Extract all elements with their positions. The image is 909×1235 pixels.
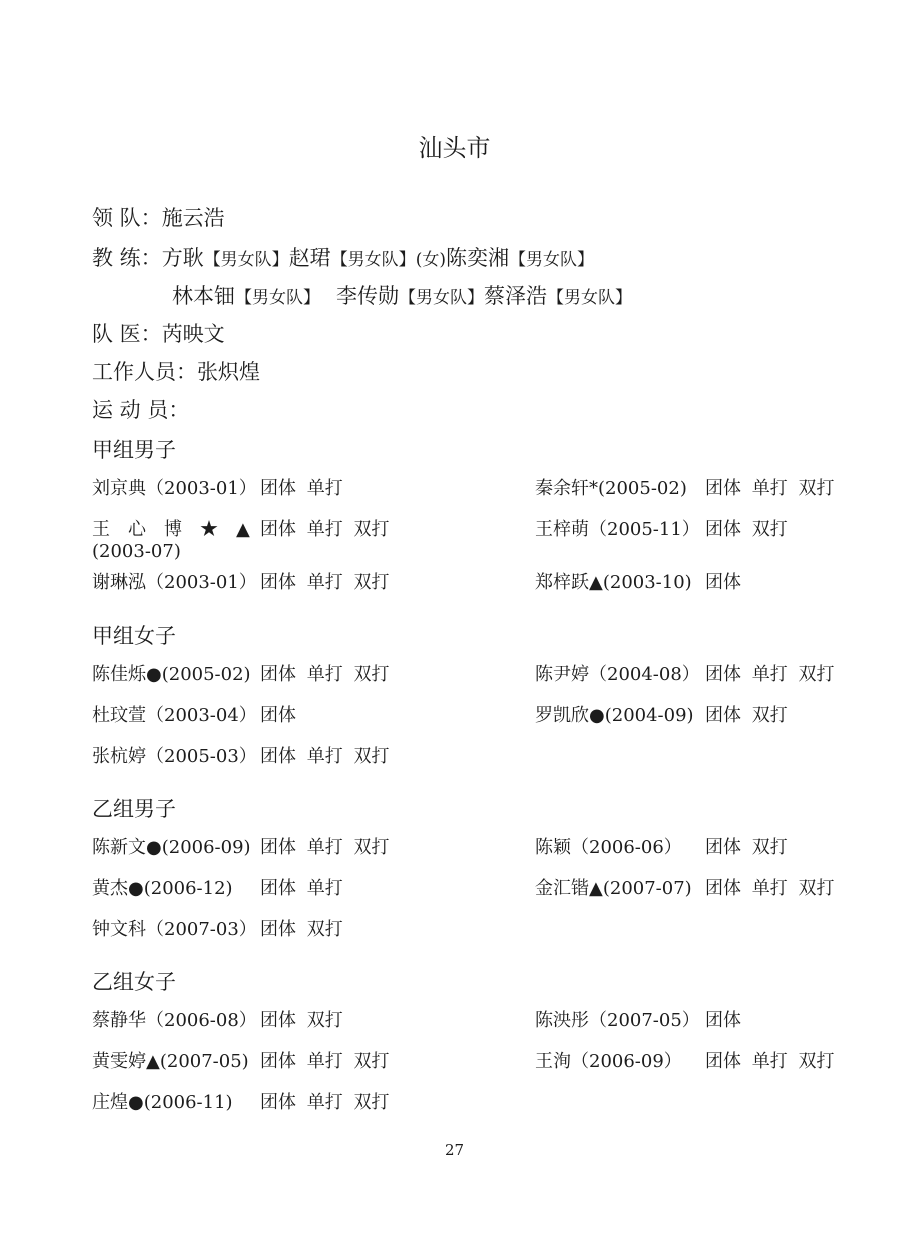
- coach-name: 陈奕湘: [445, 246, 509, 270]
- player-row: [0, 519, 909, 562]
- player-row: [0, 664, 909, 686]
- player-entry: [92, 746, 257, 768]
- player-birth: (2006-12): [143, 878, 233, 899]
- player-birth: （2006-08）: [146, 1010, 257, 1031]
- group-heading: 乙组女子: [92, 970, 176, 994]
- player-birth: (2006-11): [143, 1092, 233, 1113]
- player-row: [0, 919, 909, 941]
- player-birth: （2006-06）: [571, 837, 682, 858]
- player-events: 团体 单打 双打: [260, 746, 390, 767]
- coach-team: 【男女队】: [330, 250, 416, 270]
- player-birth: （2003-04）: [146, 705, 257, 726]
- coach-name: 林本钿: [172, 284, 235, 308]
- player-name: 庄煌●: [92, 1092, 144, 1113]
- leader-name: 施云浩: [161, 206, 225, 230]
- player-birth: (2003-10): [602, 572, 692, 593]
- player-birth: (2005-02): [598, 478, 687, 499]
- player-name: 张杭婷: [92, 746, 146, 767]
- player-row: [0, 1051, 909, 1073]
- player-events: 团体 单打 双打: [705, 878, 835, 899]
- coach-team: 【男女队】: [508, 250, 594, 270]
- player-entry: [535, 1010, 700, 1032]
- player-entry: [92, 837, 251, 859]
- player-row: [0, 478, 909, 500]
- coach-name: 赵珺: [288, 246, 331, 270]
- player-name: 谢琳泓: [92, 572, 146, 593]
- group-heading: 甲组女子: [92, 624, 176, 648]
- player-birth: （2006-09）: [571, 1051, 682, 1072]
- athletes-line: [92, 398, 189, 422]
- coach-gender-prefix: (女): [415, 250, 446, 270]
- player-events: 团体: [705, 572, 741, 593]
- player-events: 团体 单打 双打: [260, 837, 390, 858]
- player-events: 团体 双打: [705, 519, 788, 540]
- player-events: 团体 单打 双打: [705, 478, 835, 499]
- player-events: 团体 单打: [260, 478, 343, 499]
- player-events: 团体 单打 双打: [260, 664, 390, 685]
- player-entry: [535, 878, 692, 900]
- player-name: 罗凯欣●: [535, 705, 605, 726]
- player-name: 秦余轩*: [535, 478, 598, 499]
- doctor-label: 队 医：: [92, 322, 162, 346]
- worker-line: [92, 360, 260, 384]
- player-events: 团体 单打 双打: [260, 572, 390, 593]
- player-name: 蔡静华: [92, 1010, 146, 1031]
- player-birth: (2007-05): [159, 1051, 249, 1072]
- player-events: 团体 单打 双打: [705, 1051, 835, 1072]
- player-birth: (2003-07): [92, 541, 181, 562]
- player-events: 团体 单打 双打: [260, 1051, 390, 1072]
- coach-name: 方耿: [161, 246, 204, 270]
- player-row: [0, 746, 909, 768]
- leader-line: [92, 206, 225, 230]
- player-name: 郑梓跃▲: [535, 572, 603, 593]
- player-entry: [92, 1092, 233, 1114]
- player-name: 陈佳烁●: [92, 664, 162, 685]
- page-title: 汕头市: [418, 134, 491, 162]
- group-heading: 乙组男子: [92, 797, 176, 821]
- coach-team: 【男女队】: [399, 288, 484, 308]
- player-row: [0, 1092, 909, 1114]
- player-name: 金汇锴▲: [535, 878, 603, 899]
- player-row: [0, 705, 909, 727]
- worker-label: 工作人员：: [92, 360, 197, 384]
- player-name: 杜玟萱: [92, 705, 146, 726]
- player-name: 陈颖: [535, 837, 571, 858]
- player-birth: （2005-03）: [146, 746, 257, 767]
- player-events: 团体 双打: [705, 837, 788, 858]
- athletes-label: 运 动 员：: [92, 398, 190, 422]
- player-row: [0, 572, 909, 594]
- page-number: 27: [444, 1141, 465, 1159]
- player-entry: [535, 572, 692, 594]
- player-entry: [92, 1010, 257, 1032]
- player-entry: [535, 519, 700, 541]
- player-row: [0, 837, 909, 859]
- player-events: 团体 双打: [260, 919, 343, 940]
- player-events: 团体 单打 双打: [260, 1092, 390, 1113]
- player-name: 黄雯婷▲: [92, 1051, 160, 1072]
- player-birth: （2007-05）: [589, 1010, 700, 1031]
- player-events: 团体 单打: [260, 878, 343, 899]
- player-entry: [535, 705, 694, 727]
- coach-team: 【男女队】: [547, 288, 632, 308]
- player-birth: （2003-01）: [146, 478, 257, 499]
- player-birth: (2005-02): [161, 664, 251, 685]
- player-name: 钟文科: [92, 919, 146, 940]
- coach-name: 李传勋: [336, 284, 399, 308]
- player-entry: [535, 837, 682, 859]
- player-name: 黄杰●: [92, 878, 144, 899]
- player-row: [0, 878, 909, 900]
- player-entry: [535, 664, 700, 686]
- player-entry: [92, 919, 257, 941]
- player-events: 团体: [705, 1010, 741, 1031]
- player-events: 团体 单打 双打: [705, 664, 835, 685]
- player-birth: (2007-07): [602, 878, 692, 899]
- player-name: 王洵: [535, 1051, 571, 1072]
- player-name: 陈泱彤: [535, 1010, 589, 1031]
- player-row: [0, 1010, 909, 1032]
- worker-name: 张炽煌: [197, 360, 260, 384]
- player-events: 团体 双打: [260, 1010, 343, 1031]
- player-birth: (2004-09): [604, 705, 694, 726]
- player-entry: [92, 705, 257, 727]
- player-name: 王梓萌: [535, 519, 589, 540]
- player-entry: [92, 519, 268, 563]
- coach-label: 教 练：: [92, 246, 162, 270]
- player-entry: [535, 1051, 682, 1073]
- doctor-name: 芮映文: [161, 322, 225, 346]
- player-events: 团体: [260, 705, 296, 726]
- coach-name: 蔡泽浩: [484, 284, 547, 308]
- leader-label: 领 队：: [92, 206, 162, 230]
- doctor-line: [92, 322, 225, 346]
- coach-line: [92, 246, 594, 272]
- player-entry: [92, 1051, 249, 1073]
- player-name: 陈新文●: [92, 837, 162, 858]
- player-birth: （2007-03）: [146, 919, 257, 940]
- group-heading: 甲组男子: [92, 438, 176, 462]
- player-entry: [92, 664, 251, 686]
- coach-team: 【男女队】: [203, 250, 289, 270]
- player-birth: (2006-09): [161, 837, 251, 858]
- player-name: 刘京典: [92, 478, 146, 499]
- player-entry: [92, 878, 233, 900]
- player-name: 王心博★▲: [92, 519, 268, 540]
- player-events: 团体 双打: [705, 705, 788, 726]
- player-birth: （2005-11）: [589, 519, 700, 540]
- player-birth: （2003-01）: [146, 572, 257, 593]
- player-entry: [92, 572, 257, 594]
- player-entry: [92, 478, 257, 500]
- player-birth: （2004-08）: [589, 664, 700, 685]
- player-entry: [535, 478, 687, 500]
- coach-team: 【男女队】: [235, 288, 320, 308]
- player-events: 团体 单打 双打: [260, 519, 390, 540]
- player-name: 陈尹婷: [535, 664, 589, 685]
- coach-line-continued: [172, 284, 632, 310]
